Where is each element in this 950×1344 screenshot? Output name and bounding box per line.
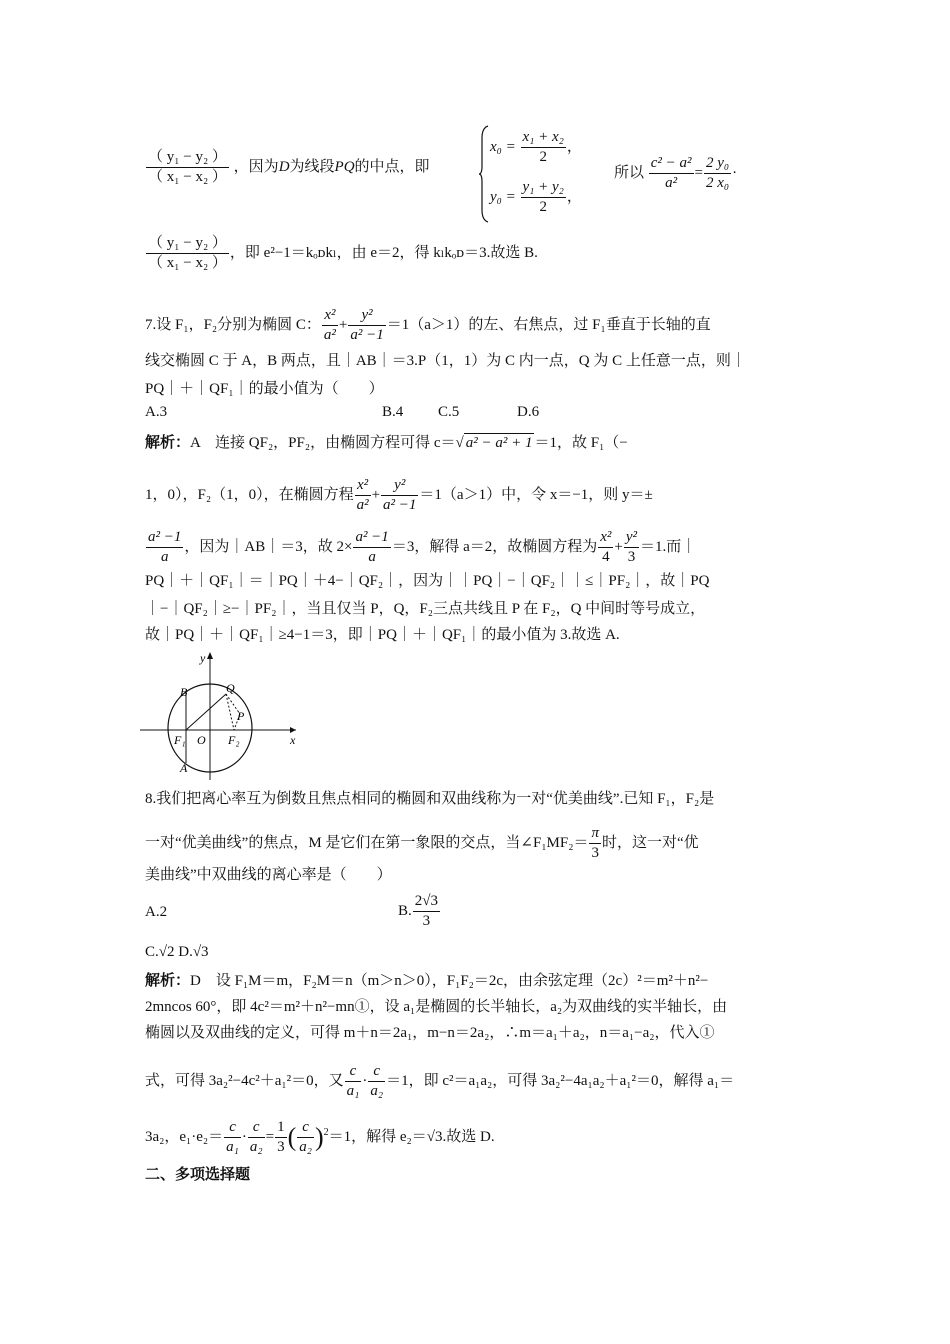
q7-solution-3: $\frac{\text{a² −1}}{a}$ ，因为｜AB｜＝3，故 2× $\frac{\text{a² −1}}{a}$ ＝3，解得 a＝2，故椭圆方程为 $\frac{\text{x²}}{4}$ + $\frac{\text{y²}}{3}$ ＝1.而｜	[148, 529, 697, 565]
q7-option-b: B.4	[382, 404, 404, 420]
x0-equation: x₀ = $\frac{\text{x₁ + x₂}}{2}$ ，	[490, 129, 582, 165]
q7-option-d: D.6	[517, 404, 540, 420]
q7-option-a: A.3	[145, 404, 168, 420]
q8-stem-3: 美曲线”中双曲线的离心率是（ ）	[145, 867, 392, 883]
segment-qf2	[226, 694, 234, 730]
ellipse-figure	[140, 648, 310, 784]
midpoint-system	[478, 124, 618, 224]
q7-stem-3: PQ｜＋｜QF₁｜的最小值为（ ）	[145, 381, 384, 397]
q8-stem-1: 8.我们把离心率互为倒数且焦点相同的椭圆和双曲线称为一对“优美曲线”.已知 F₁，F₂是	[145, 791, 715, 807]
label-b: B	[180, 685, 188, 699]
q7-solution-6: 故｜PQ｜＋｜QF₁｜≥4−1＝3，即｜PQ｜＋｜QF₁｜的最小值为 3.故选 A.	[145, 627, 620, 643]
q7-solution-2: 1，0），F₂（1，0），在椭圆方程 $\frac{\text{x²}}{\text{a²}}$ + $\frac{\text{y²}}{\text{a² −1}}$ ＝1（a＞1）中，令 x＝−1，则 y＝±	[145, 477, 653, 513]
carry-line-1: $\frac{\text{（ y₁ − y₂ ）}}{\text{（ x₁ − x₂ ）}}$ ，因为D为线段PQ的中点，即	[148, 149, 430, 185]
label-f1: F₁	[174, 733, 186, 747]
q7-solution-1: 解析：A 连接 QF₂，PF₂，由椭圆方程可得 c＝√ a² − a² + 1 ＝1，故 F₁（−	[145, 435, 628, 451]
q8-stem-2: 一对“优美曲线”的焦点，M 是它们在第一象限的交点，当∠F₁MF₂＝ $\frac{\pi}{3}$ 时，这一对“优	[145, 825, 699, 861]
label-f2: F₂	[228, 733, 240, 747]
q8-option-b: B. $\frac{2√3}{3}$	[398, 893, 438, 929]
q7-solution-4: PQ｜＋｜QF₁｜＝｜PQ｜＋4−｜QF₂｜，因为｜｜PQ｜−｜QF₂｜｜≤｜PF₂｜，故｜PQ	[145, 573, 710, 589]
carry-conclusion: 所以 $\frac{\text{c² − a²}}{\text{a²}}$ = $\frac{\text{2 y₀}}{\text{2 x₀}}$ ·	[614, 155, 738, 191]
label-o: O	[197, 733, 206, 747]
q8-solution-3: 椭圆以及双曲线的定义，可得 m＋n＝2a₁，m−n＝2a₂，∴m＝a₁＋a₂，n＝a₁−a₂，代入①	[145, 1025, 715, 1041]
q7-option-c: C.5	[438, 404, 460, 420]
q8-solution-5: 3a₂，e₁·e₂＝ $\frac{c}{\text{a₁}}$ · $\frac{c}{\text{a₂}}$ = $\frac{1}{3}$ ( $\frac{c}{\text{a₂}}$ )$^2$＝1，解得 e₂＝√3.故选 D.	[145, 1119, 495, 1155]
segment-f1q	[186, 694, 226, 730]
q8-option-c-d: C.√2 D.√3	[145, 944, 209, 960]
q8-solution-4: 式，可得 3a₂²−4c²＋a₁²＝0，又 $\frac{c}{\text{a₁}}$ · $\frac{c}{\text{a₂}}$ ＝1，即 c²＝a₁a₂，可得 3a₂²−4a₁a₂＋a₁²＝0，解得 a₁＝	[145, 1063, 735, 1099]
y0-equation: y₀ = $\frac{\text{y₁ + y₂}}{2}$ ，	[490, 179, 582, 215]
label-x: x	[290, 733, 296, 747]
q8-solution-1: 解析：D 设 F₁M＝m，F₂M＝n（m＞n＞0），F₁F₂＝2c，由余弦定理（2c）²＝m²＋n²−	[145, 973, 709, 989]
carry-line-2: $\frac{\text{（ y₁ − y₂ ）}}{\text{（ x₁ − x₂ ）}}$ ，即 e²−1＝kₒᴅkₗ，由 e＝2，得 kₗkₒᴅ＝3.故选 B.	[148, 235, 538, 271]
fraction-dy-dx: $\frac{\text{（ y₁ − y₂ ）}}{\text{（ x₁ − x₂ ）}}$	[148, 149, 227, 185]
q8-solution-2: 2mncos 60°，即 4c²＝m²＋n²−mn①，设 a₁是椭圆的长半轴长，a₂为双曲线的实半轴长，由	[145, 999, 728, 1015]
q7-stem-2: 线交椭圆 C 于 A，B 两点，且｜AB｜＝3.P（1，1）为 C 内一点，Q 为 C 上任意一点，则｜	[145, 353, 746, 369]
label-a: A	[180, 761, 188, 775]
q8-option-a: A.2	[145, 904, 168, 920]
y-axis-arrow-icon	[207, 652, 213, 659]
q7-solution-5: ｜−｜QF₂｜≥−｜PF₂｜，当且仅当 P，Q，F₂三点共线且 P 在 F₂，Q 中间时等号成立，	[145, 601, 706, 617]
section-heading: 二、多项选择题	[145, 1167, 251, 1183]
label-y: y	[200, 651, 206, 665]
label-q: Q	[226, 681, 235, 695]
label-p: P	[237, 709, 245, 723]
q7-stem-1: 7.设 F₁，F₂分别为椭圆 C： $\frac{\text{x²}}{\text{a²}}$ + $\frac{\text{y²}}{\text{a² −1}}$ ＝1（a＞1）的左、右焦点，过 F₁垂直于长轴的直	[145, 307, 711, 343]
